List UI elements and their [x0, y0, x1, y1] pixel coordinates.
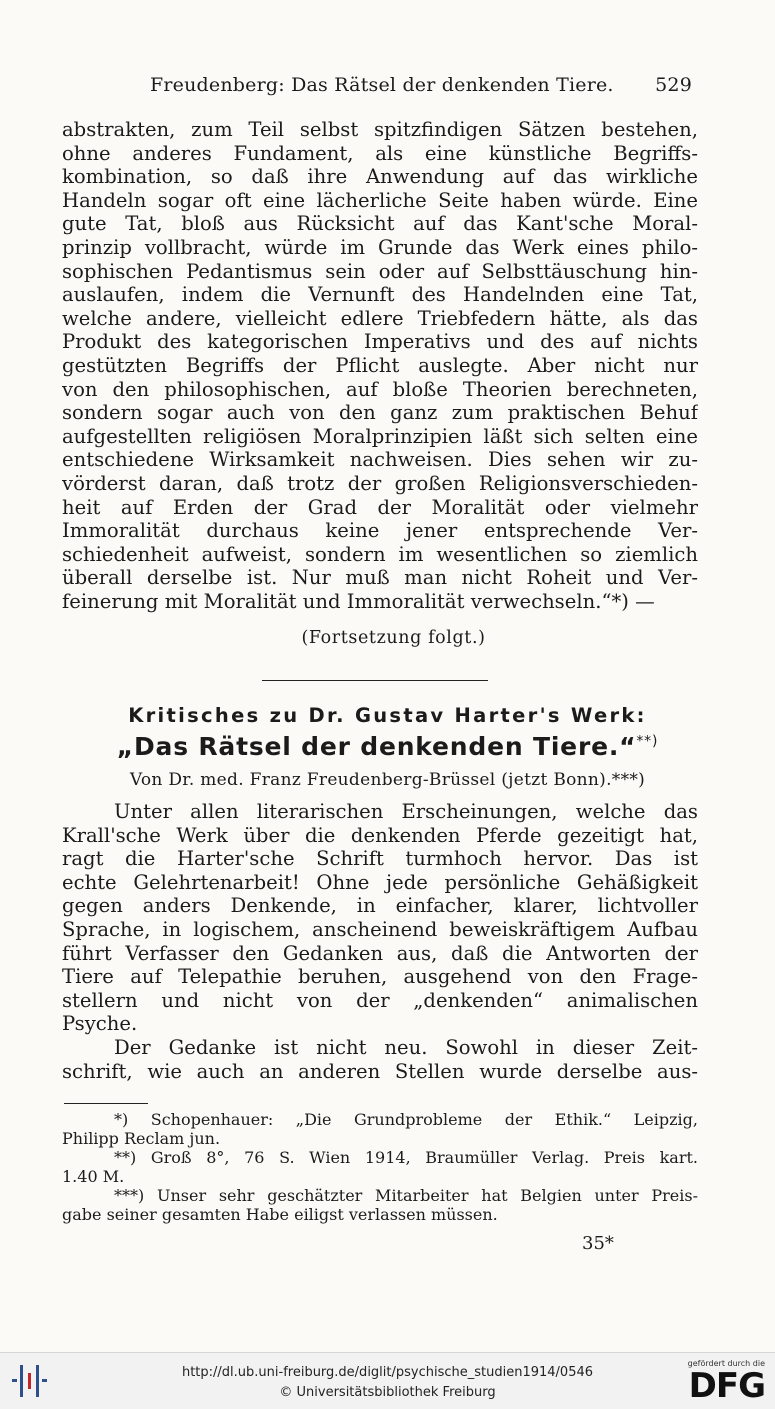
article-kicker: Kritisches zu Dr. Gustav Harter's Werk:: [128, 704, 647, 727]
footnote-line: *) Schopenhauer: „Die Grundprobleme der Ethik.“ Leipzig,: [114, 1110, 698, 1129]
text-line: welche andere, vielleicht edlere Triebfedern hätte, als das: [62, 306, 698, 330]
text-line: führt Verfasser den Gedanken aus, daß die Antworten der: [62, 941, 698, 965]
article-title: [0, 732, 775, 761]
page-number: 529: [655, 74, 692, 96]
text-line: aufgestellten religiösen Moralprinzipien läßt sich selten eine: [62, 424, 698, 448]
text-line: stellern und nicht von der „denkenden“ animalischen: [62, 988, 698, 1012]
footnote-line: gabe seiner gesamten Habe eiligst verlassen müssen.: [62, 1205, 498, 1224]
text-line: heit auf Erden der Grad der Moralität oder vielmehr: [62, 495, 698, 519]
section-divider: [262, 680, 488, 681]
text-line: ragt die Harter'sche Schrift turmhoch hervor. Das ist: [62, 847, 698, 871]
running-title: Freudenberg: Das Rätsel der denkenden Tiere.: [150, 74, 614, 96]
body-section-2: [62, 800, 698, 1083]
copyright-notice: © Universitätsbibliothek Freiburg: [279, 1385, 496, 1400]
footnote-line: **) Groß 8°, 76 S. Wien 1914, Braumüller Verlag. Preis kart.: [114, 1148, 698, 1167]
text-line: Der Gedanke ist nicht neu. Sowohl in dieser Zeit-: [114, 1035, 698, 1059]
text-line: vörderst daran, daß trotz der großen Religionsverschieden-: [62, 471, 698, 495]
permalink-url[interactable]: http://dl.ub.uni-freiburg.de/diglit/psychische_studien1914/0546: [181, 1365, 594, 1380]
text-line: Sprache, in logischem, anscheinend beweiskräftigem Aufbau: [62, 917, 698, 941]
text-line: Handeln sogar oft eine lächerliche Seite haben würde. Eine: [62, 188, 698, 212]
article-title-text: „Das Rätsel der denkenden Tiere.“: [116, 732, 637, 761]
running-header: [150, 74, 692, 96]
text-line: feinerung mit Moralität und Immoralität verwechseln.“*) —: [62, 589, 655, 613]
text-line: kombination, so daß ihre Anwendung auf das wirkliche: [62, 165, 698, 189]
text-line: sondern sogar auch von den ganz zum praktischen Behuf: [62, 401, 698, 425]
footnote-line: Philipp Reclam jun.: [62, 1129, 221, 1148]
text-line: Immoralität durchaus keine jener entsprechende Ver-: [62, 519, 698, 543]
footnote-line: ***) Unser sehr geschätzter Mitarbeiter hat Belgien unter Preis-: [114, 1186, 698, 1205]
text-line: ohne anderes Fundament, als eine künstliche Begriffs-: [62, 141, 698, 165]
text-line: von den philosophischen, auf bloße Theorien berechneten,: [62, 377, 698, 401]
text-line: entschiedene Wirksamkeit nachweisen. Dies sehen wir zu-: [62, 448, 698, 472]
text-line: abstrakten, zum Teil selbst spitzfindigen Sätzen bestehen,: [62, 118, 698, 141]
text-line: schrift, wie auch an anderen Stellen wurde derselbe aus-: [62, 1059, 698, 1083]
text-line: auslaufen, indem die Vernunft des Handelnden eine Tat,: [62, 283, 698, 307]
text-line: überall derselbe ist. Nur muß man nicht Roheit und Ver-: [62, 566, 698, 590]
text-line: Krall'sche Werk über die denkenden Pferde gezeitigt hat,: [62, 823, 698, 847]
text-line: Psyche.: [62, 1012, 138, 1036]
text-line: gestützten Begriffs der Pflicht auslegte. Aber nicht nur: [62, 353, 698, 377]
text-line: sophischen Pedantismus sein oder auf Selbsttäuschung hin-: [62, 259, 698, 283]
text-line: gegen anders Denkende, in einfacher, klarer, lichtvoller: [62, 894, 698, 918]
footnote-line: 1.40 M.: [62, 1167, 125, 1186]
article-byline: Von Dr. med. Franz Freudenberg-Brüssel (jetzt Bonn).***): [129, 770, 646, 790]
continuation-note: (Fortsetzung folgt.): [301, 628, 486, 648]
footnotes: [62, 1110, 698, 1224]
viewer-footer-bar: [0, 1352, 775, 1409]
footnote-divider: [64, 1103, 148, 1104]
body-section-1: [62, 118, 698, 613]
text-line: echte Gelehrtenarbeit! Ohne jede persönliche Gehäßigkeit: [62, 870, 698, 894]
text-line: schiedenheit aufweist, sondern im wesentlichen so ziemlich: [62, 542, 698, 566]
dfg-logo: DFG: [688, 1366, 765, 1406]
funder-note: gefördert durch die: [687, 1359, 765, 1368]
text-line: Unter allen literarischen Erscheinungen, welche das: [114, 800, 698, 823]
text-line: Produkt des kategorischen Imperativs und des auf nichts: [62, 330, 698, 354]
text-line: prinzip vollbracht, würde im Grunde das Werk eines philo-: [62, 235, 698, 259]
title-footnote-mark: **): [636, 733, 659, 750]
text-line: Tiere auf Telepathie beruhen, ausgehend von den Frage-: [62, 965, 698, 989]
text-line: gute Tat, bloß aus Rücksicht auf das Kant'sche Moral-: [62, 212, 698, 236]
signature-mark: 35*: [582, 1233, 614, 1254]
